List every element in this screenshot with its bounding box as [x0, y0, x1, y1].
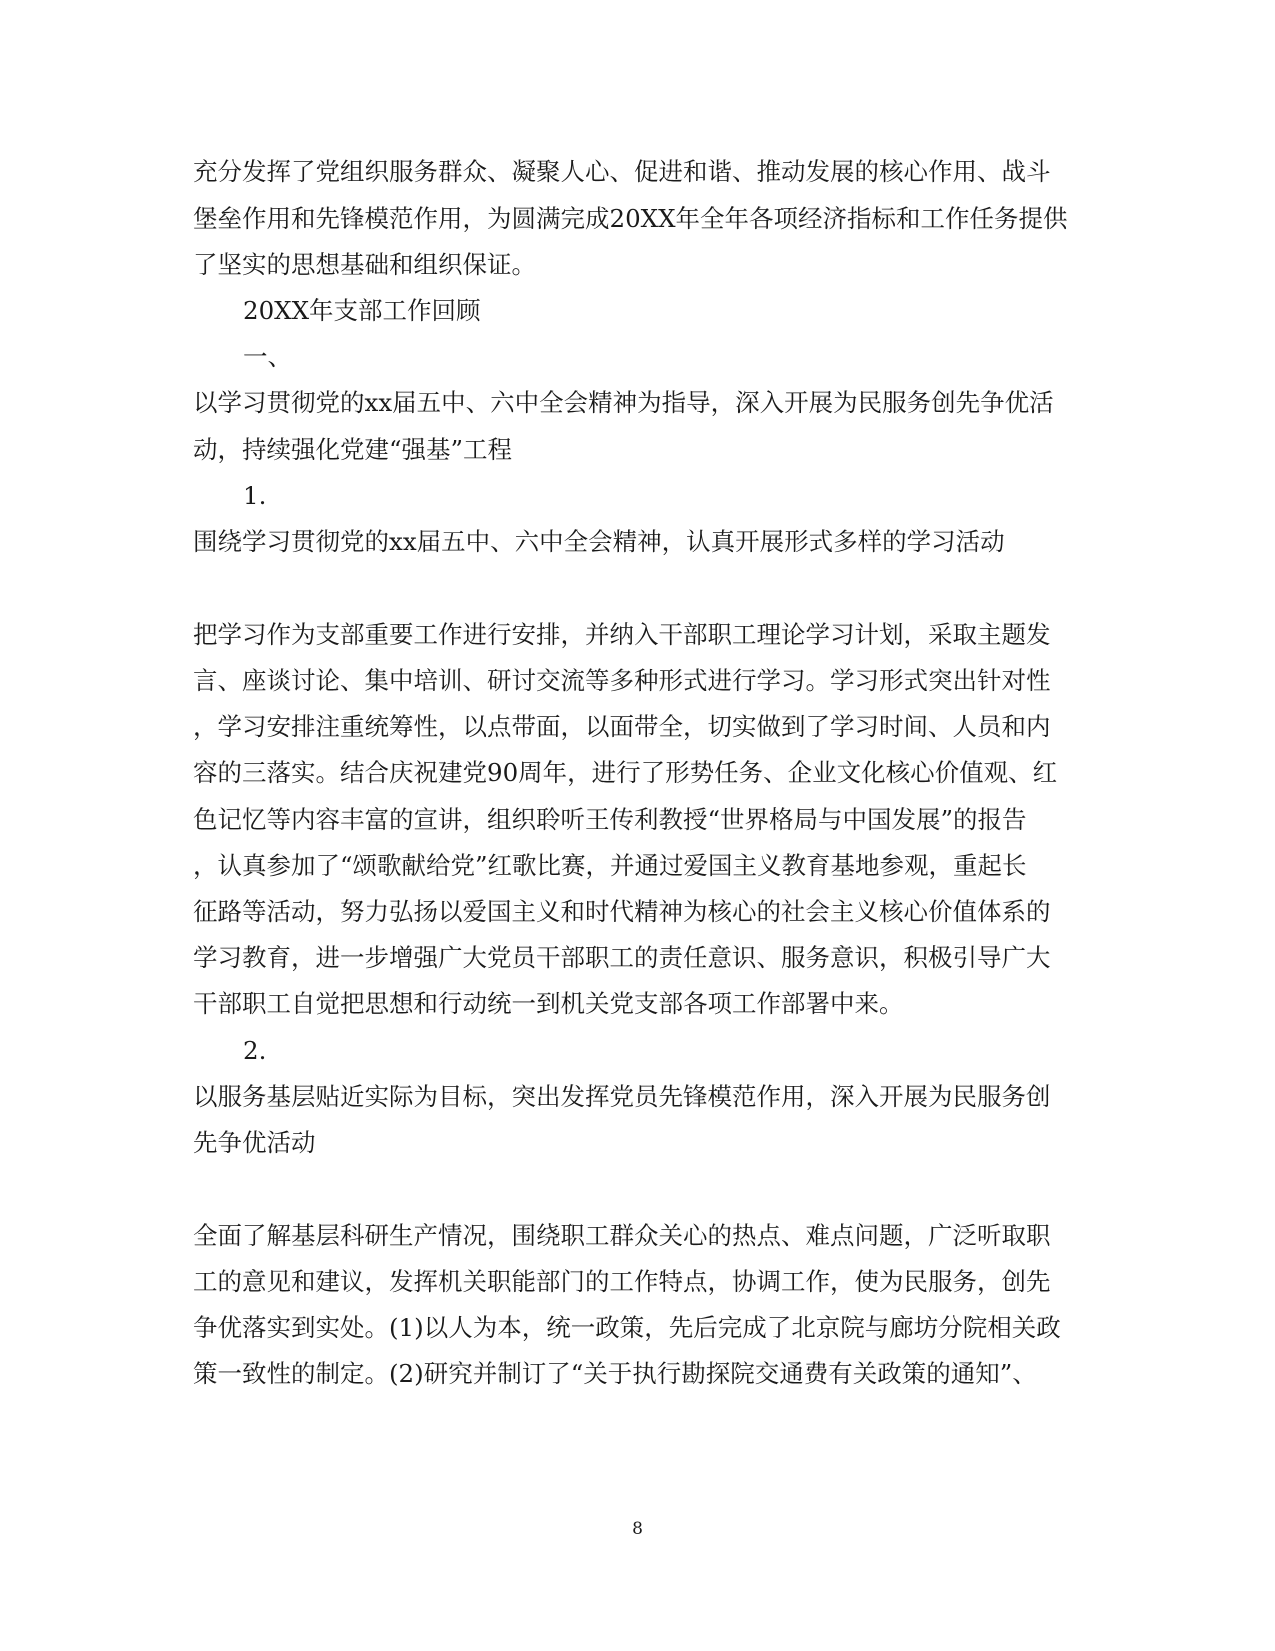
text-line: 把学习作为支部重要工作进行安排，并纳入干部职工理论学习计划，采取主题发: [193, 620, 1051, 649]
text-line: 征路等活动，努力弘扬以爱国主义和时代精神为核心的社会主义核心价值体系的: [193, 897, 1051, 926]
section-number: 一、: [243, 342, 292, 371]
subsection-title: 以服务基层贴近实际为目标，突出发挥党员先锋模范作用，深入开展为民服务创: [193, 1082, 1051, 1111]
subsection-title: 围绕学习贯彻党的xx届五中、六中全会精神，认真开展形式多样的学习活动: [193, 527, 1005, 556]
text-line: 策一致性的制定。(2)研究并制订了“关于执行勘探院交通费有关政策的通知”、: [193, 1359, 1037, 1388]
section-heading: 20XX年支部工作回顾: [243, 296, 481, 325]
subsection-title: 先争优活动: [193, 1128, 316, 1157]
text-line: 干部职工自觉把思想和行动统一到机关党支部各项工作部署中来。: [193, 989, 904, 1018]
page-number: 8: [632, 1519, 643, 1539]
text-line: 工的意见和建议，发挥机关职能部门的工作特点，协调工作，使为民服务，创先: [193, 1267, 1051, 1296]
text-line: 争优落实到实处。(1)以人为本，统一政策，先后完成了北京院与廊坊分院相关政: [193, 1313, 1061, 1342]
text-line: 了坚实的思想基础和组织保证。: [193, 250, 536, 279]
text-line: 色记忆等内容丰富的宣讲，组织聆听王传利教授“世界格局与中国发展”的报告: [193, 805, 1027, 834]
text-line: ，学习安排注重统筹性，以点带面，以面带全，切实做到了学习时间、人员和内: [193, 712, 1051, 741]
text-line: 全面了解基层科研生产情况，围绕职工群众关心的热点、难点问题，广泛听取职: [193, 1221, 1051, 1250]
subsection-number: 2.: [243, 1036, 267, 1065]
text-line: 堡垒作用和先锋模范作用，为圆满完成20XX年全年各项经济指标和工作任务提供: [193, 204, 1068, 233]
subsection-number: 1.: [243, 481, 267, 510]
text-line: 容的三落实。结合庆祝建党90周年，进行了形势任务、企业文化核心价值观、红: [193, 758, 1058, 787]
text-line: 学习教育，进一步增强广大党员干部职工的责任意识、服务意识，积极引导广大: [193, 943, 1051, 972]
text-line: 充分发挥了党组织服务群众、凝聚人心、促进和谐、推动发展的核心作用、战斗: [193, 157, 1051, 186]
text-line: 言、座谈讨论、集中培训、研讨交流等多种形式进行学习。学习形式突出针对性: [193, 666, 1051, 695]
text-line: ，认真参加了“颂歌献给党”红歌比赛，并通过爱国主义教育基地参观，重起长: [193, 851, 1027, 880]
section-title: 以学习贯彻党的xx届五中、六中全会精神为指导，深入开展为民服务创先争优活: [193, 388, 1054, 417]
section-title: 动，持续强化党建“强基”工程: [193, 435, 513, 464]
